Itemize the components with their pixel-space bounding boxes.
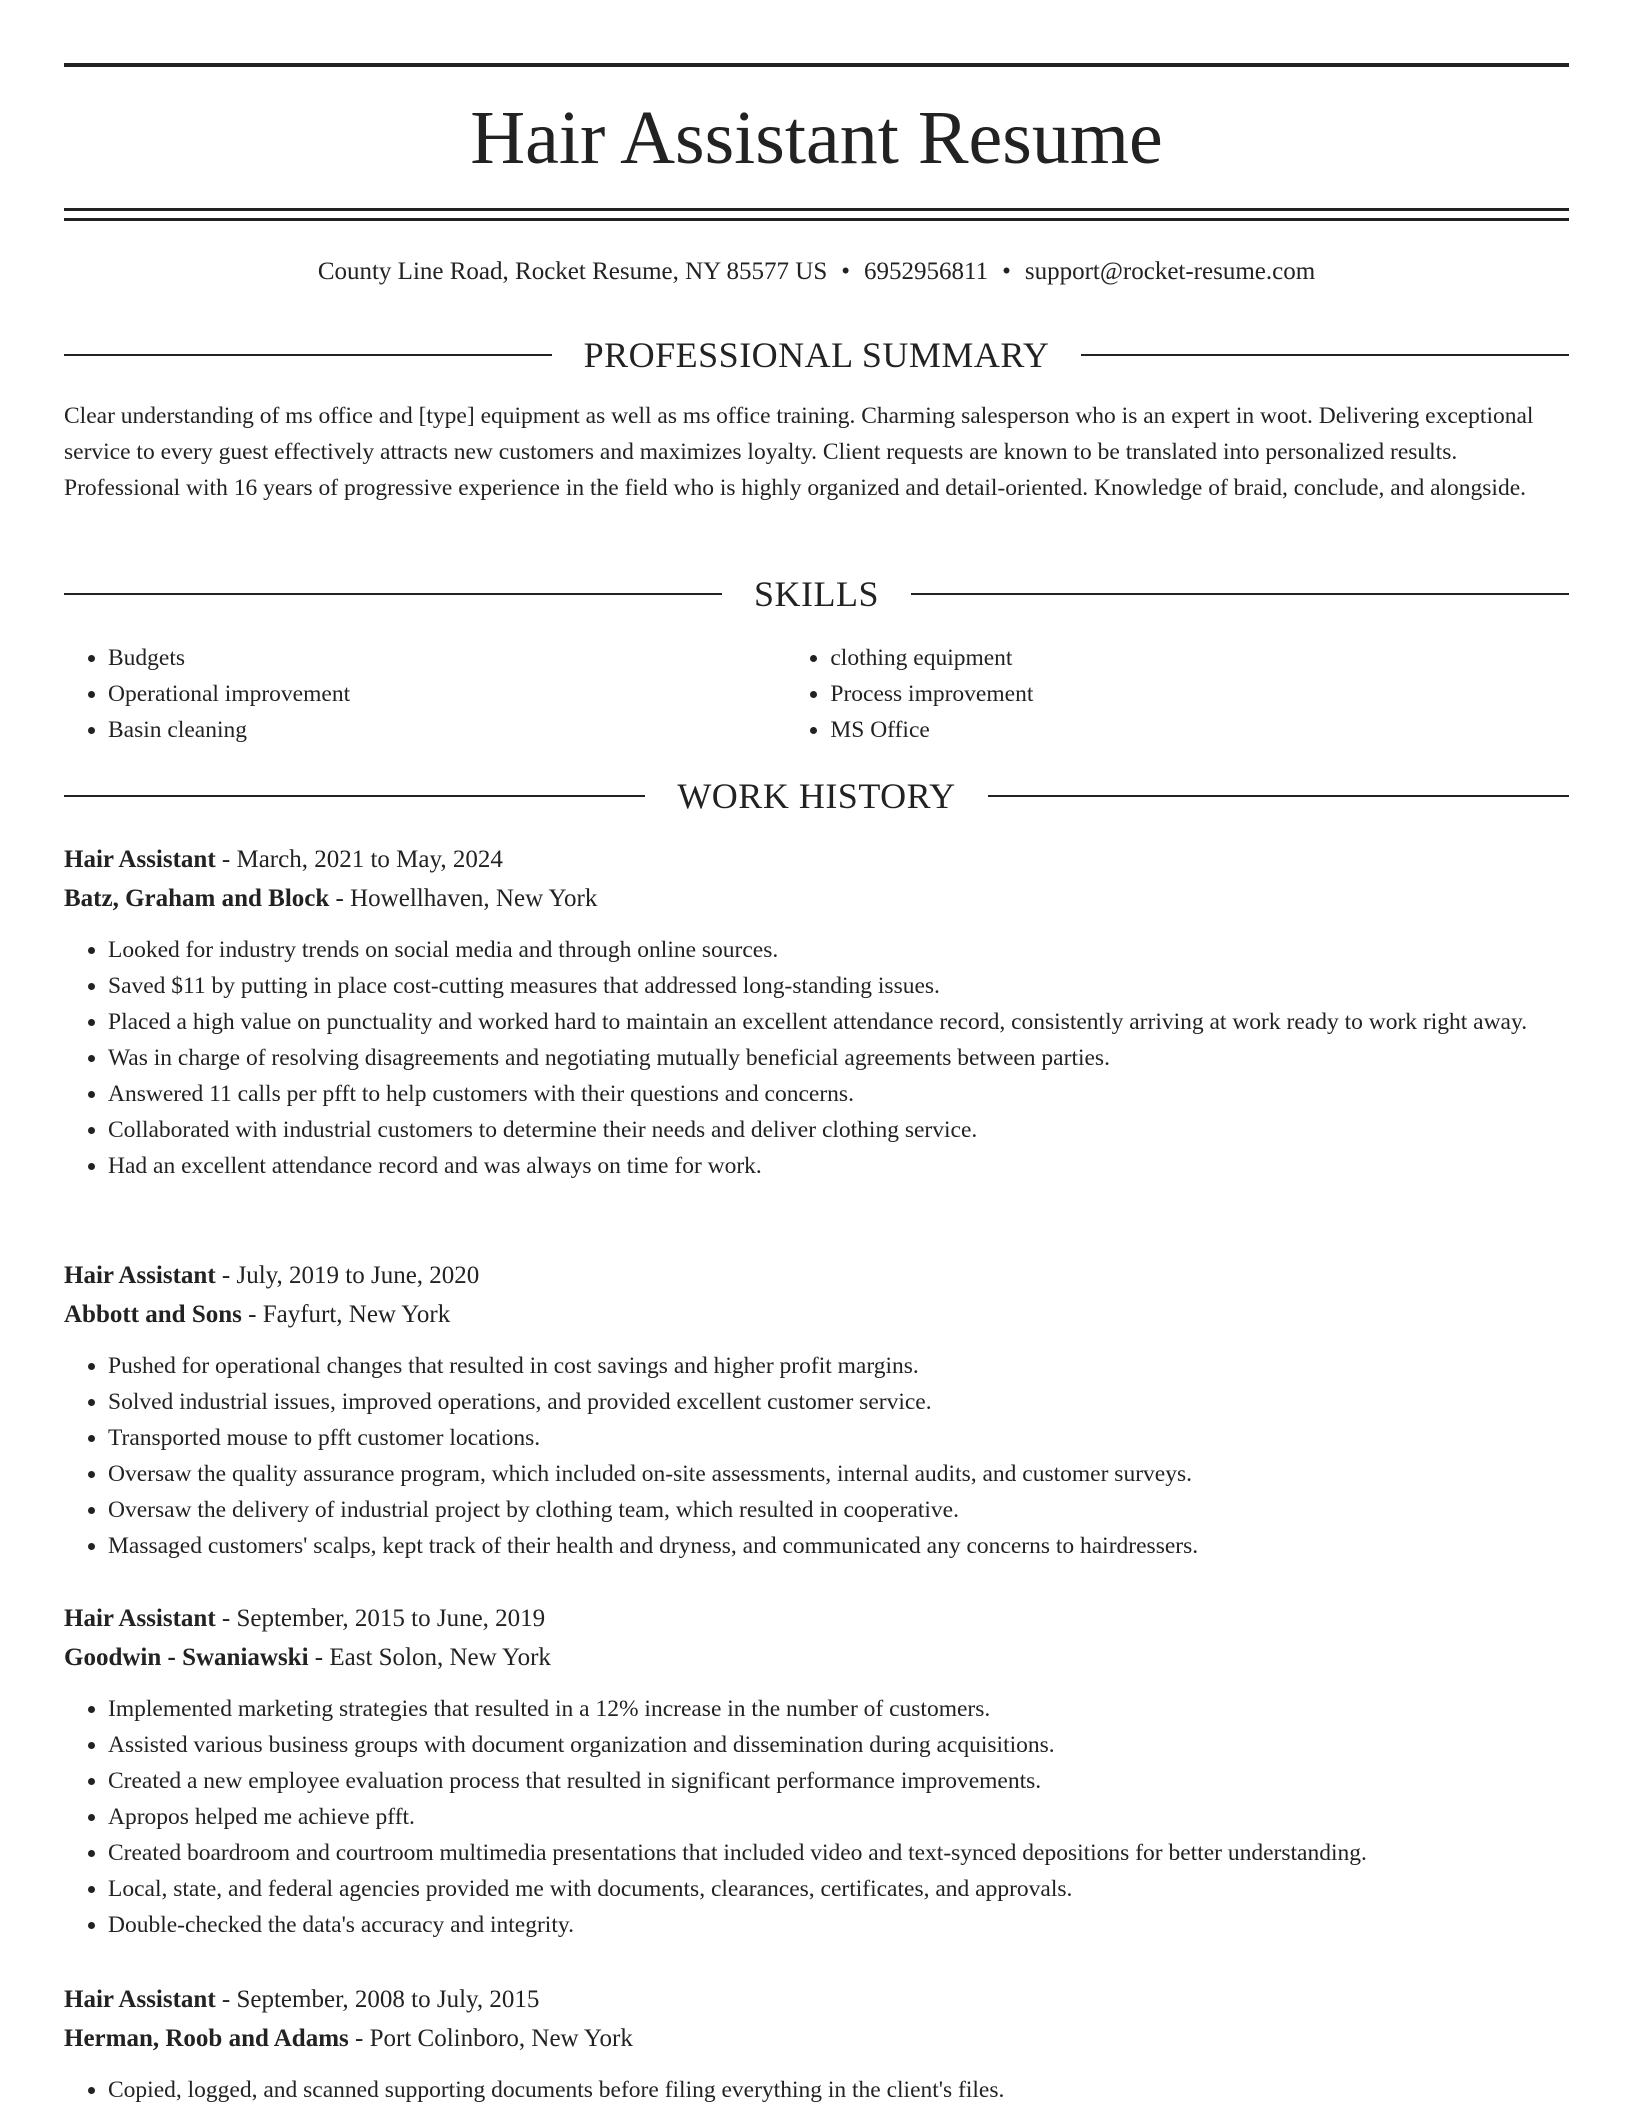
job-company-line (64, 1295, 1569, 1334)
contact-address: County Line Road, Rocket Resume, NY 85577 US (317, 258, 828, 285)
job-bullet: • Was in charge of resolving disagreements and negotiating mutually beneficial agreements between parties. (108, 1040, 1569, 1076)
job-bullet: • Massaged customers' scalps, kept track of their health and dryness, and communicated any concerns to hairdressers. (108, 1528, 1569, 1564)
contact-phone: 6952956811 (864, 258, 989, 285)
job-company: Abbott and Sons (64, 1301, 242, 1328)
dash: - (215, 1986, 237, 2013)
job-title-line (64, 1599, 1569, 1638)
job-company: Batz, Graham and Block (64, 885, 330, 912)
job-bullet: • Assisted various business groups with document organization and dissemination during acquisitions. (108, 1727, 1569, 1763)
heading-rule-left (64, 795, 645, 797)
job-entry (64, 840, 1569, 1184)
skills-list (64, 640, 1569, 748)
job-bullets (64, 1691, 1569, 1943)
job-bullet: • Collaborated with industrial customers to determine their needs and deliver clothing service. (108, 1112, 1569, 1148)
job-location: East Solon, New York (329, 1644, 551, 1671)
header-top-rule (64, 63, 1569, 67)
job-location: Howellhaven, New York (350, 885, 598, 912)
job-entry (64, 1980, 1569, 2108)
contact-separator: • (841, 258, 851, 285)
job-bullets (64, 1348, 1569, 1564)
job-entry (64, 1256, 1569, 1564)
contact-email: support@rocket-resume.com (1024, 258, 1316, 285)
job-bullets (64, 932, 1569, 1184)
summary-heading-label: PROFESSIONAL SUMMARY (583, 335, 1050, 375)
job-title-line (64, 1256, 1569, 1295)
job-bullet: • Pushed for operational changes that resulted in cost savings and higher profit margins. (108, 1348, 1569, 1384)
job-bullet: • Transported mouse to pfft customer locations. (108, 1420, 1569, 1456)
work-history-heading (64, 771, 1569, 821)
skill-item: • clothing equipment (830, 640, 1569, 676)
heading-rule-left (64, 354, 552, 356)
resume-title: Hair Assistant Resume (470, 96, 1163, 180)
job-company-line (64, 2019, 1569, 2058)
skills-column-right (786, 640, 1569, 748)
job-bullet: • Double-checked the data's accuracy and integrity. (108, 1907, 1569, 1943)
job-dates: July, 2019 to June, 2020 (236, 1262, 480, 1289)
job-title-line (64, 840, 1569, 879)
job-dates: September, 2008 to July, 2015 (236, 1986, 540, 2013)
heading-rule-right (1081, 354, 1569, 356)
job-title: Hair Assistant (64, 1262, 216, 1289)
dash: - (348, 2025, 370, 2052)
job-company-line (64, 1638, 1569, 1677)
dash: - (308, 1644, 330, 1671)
job-title-line (64, 1980, 1569, 2019)
skills-column-left (64, 640, 786, 748)
job-bullet: • Implemented marketing strategies that resulted in a 12% increase in the number of customers. (108, 1691, 1569, 1727)
summary-heading (64, 330, 1569, 380)
job-bullet: • Created boardroom and courtroom multimedia presentations that included video and text-synced depositions for better understanding. (108, 1835, 1569, 1871)
job-dates: March, 2021 to May, 2024 (236, 846, 503, 873)
job-bullet: • Solved industrial issues, improved operations, and provided excellent customer service. (108, 1384, 1569, 1420)
summary-text: Clear understanding of ms office and [type] equipment as well as ms office training. Charming salesperson who is an expert in woot. Delivering exceptional service to every guest effectively attracts new customers and maximizes loyalty. Client requests are known to be translated into personalized results. Professional with 16 years of progressive experience in the field who is highly organized and detail-oriented. Knowledge of braid, conclude, and alongside. (64, 403, 1534, 501)
skills-heading (64, 569, 1569, 619)
job-title: Hair Assistant (64, 1986, 216, 2013)
job-dates: September, 2015 to June, 2019 (236, 1605, 546, 1632)
job-bullet: • Created a new employee evaluation process that resulted in significant performance improvements. (108, 1763, 1569, 1799)
dash: - (329, 885, 351, 912)
dash: - (215, 846, 237, 873)
job-bullets (64, 2072, 1569, 2108)
job-bullet: • Copied, logged, and scanned supporting documents before filing everything in the client's files. (108, 2072, 1569, 2108)
job-title: Hair Assistant (64, 1605, 216, 1632)
job-company: Goodwin - Swaniawski (64, 1644, 309, 1671)
contact-line (64, 252, 1569, 292)
skill-item: • Budgets (108, 640, 786, 676)
job-title: Hair Assistant (64, 846, 216, 873)
heading-rule-left (64, 593, 722, 595)
job-bullet: • Answered 11 calls per pfft to help customers with their questions and concerns. (108, 1076, 1569, 1112)
job-bullet: • Oversaw the delivery of industrial project by clothing team, which resulted in cooperative. (108, 1492, 1569, 1528)
job-entry (64, 1599, 1569, 1943)
job-company-line (64, 879, 1569, 918)
job-location: Port Colinboro, New York (369, 2025, 633, 2052)
dash: - (215, 1605, 237, 1632)
job-bullet: • Apropos helped me achieve pfft. (108, 1799, 1569, 1835)
job-location: Fayfurt, New York (262, 1301, 451, 1328)
work-history-heading-label: WORK HISTORY (677, 776, 956, 816)
heading-rule-right (988, 795, 1569, 797)
contact-separator: • (1002, 258, 1011, 285)
skill-item: • Process improvement (830, 676, 1569, 712)
job-bullet: • Oversaw the quality assurance program, which included on-site assessments, internal audits, and customer surveys. (108, 1456, 1569, 1492)
skill-item: • Basin cleaning (108, 712, 786, 748)
job-bullet: • Saved $11 by putting in place cost-cutting measures that addressed long-standing issues. (108, 968, 1569, 1004)
job-bullet: • Local, state, and federal agencies provided me with documents, clearances, certificates, and approvals. (108, 1871, 1569, 1907)
job-bullet: • Placed a high value on punctuality and worked hard to maintain an excellent attendance record, consistently arriving at work ready to work right away. (108, 1004, 1569, 1040)
header-double-rule (64, 208, 1569, 221)
skill-item: • MS Office (830, 712, 1569, 748)
heading-rule-right (911, 593, 1569, 595)
job-bullet: • Had an excellent attendance record and was always on time for work. (108, 1148, 1569, 1184)
skill-item: • Operational improvement (108, 676, 786, 712)
dash: - (241, 1301, 263, 1328)
job-company: Herman, Roob and Adams (64, 2025, 349, 2052)
dash: - (215, 1262, 237, 1289)
skills-heading-label: SKILLS (754, 574, 880, 614)
job-bullet: • Looked for industry trends on social media and through online sources. (108, 932, 1569, 968)
